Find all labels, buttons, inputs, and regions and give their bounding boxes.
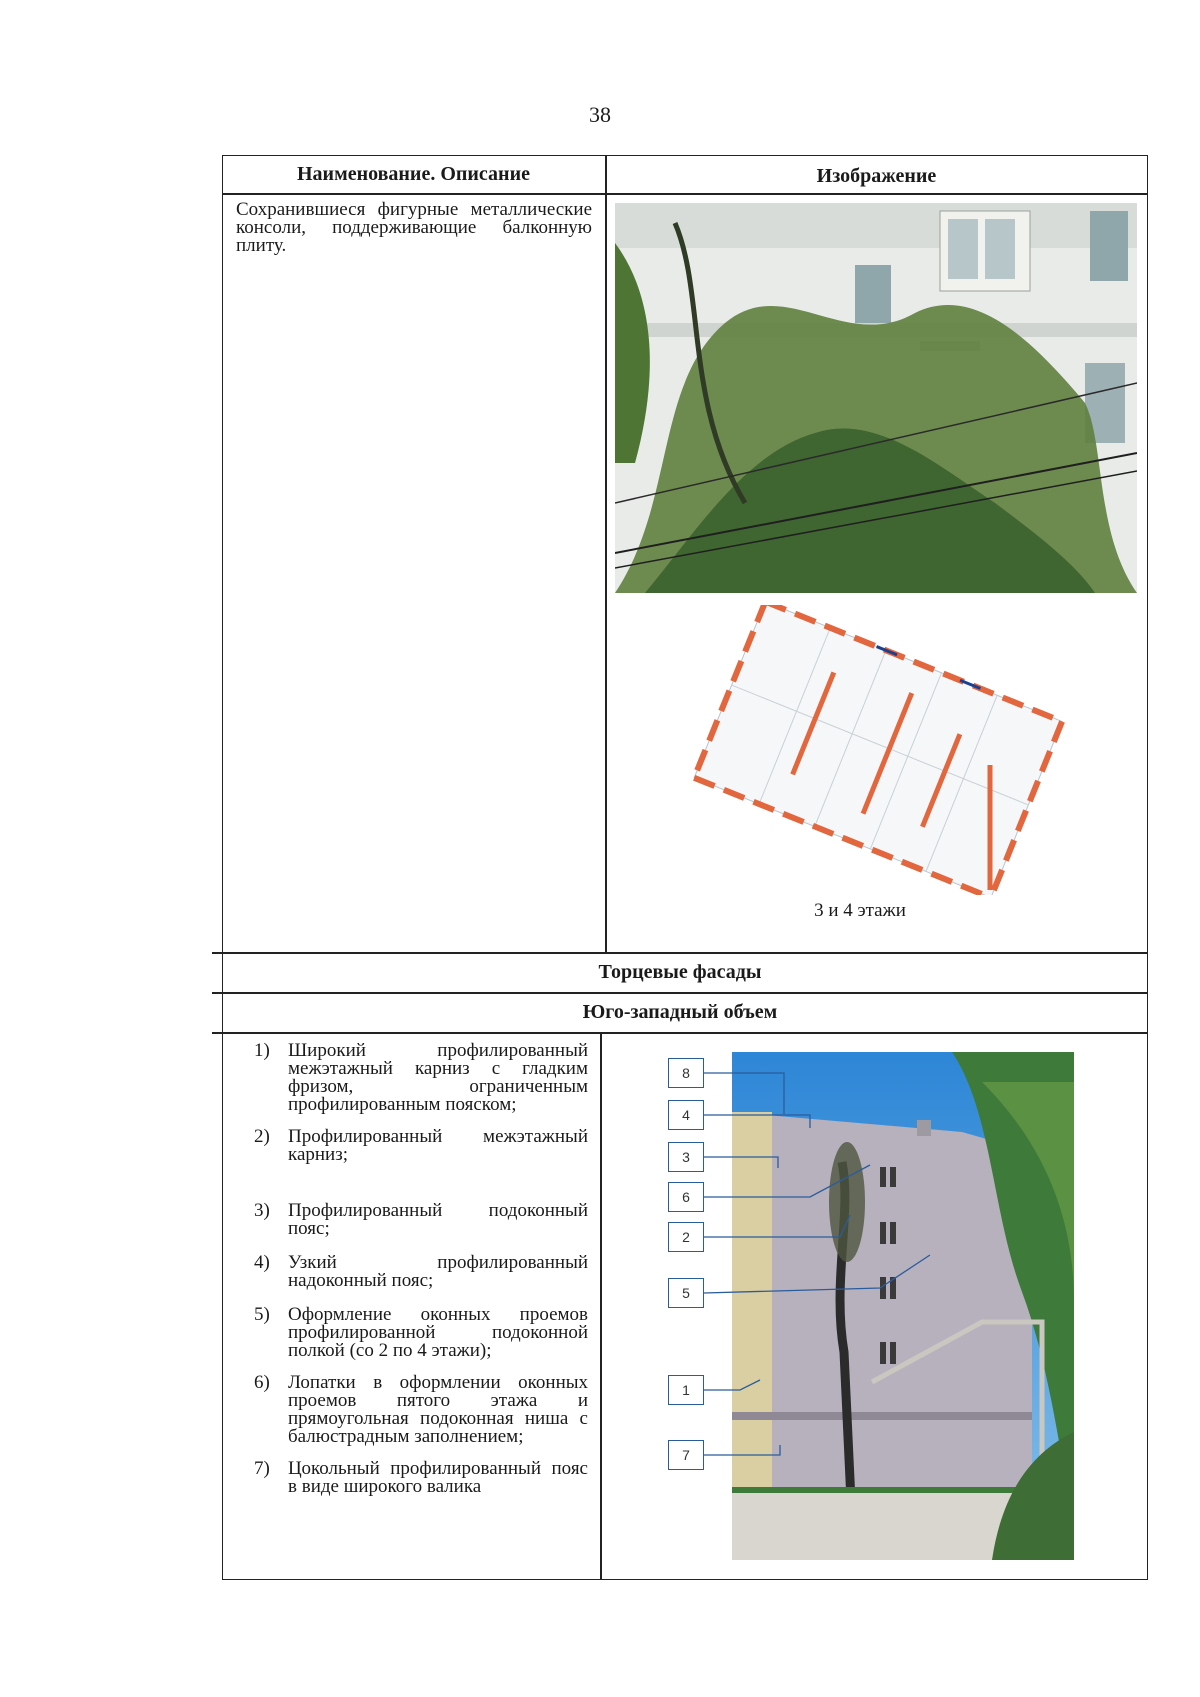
column-header-image: Изображение [816,165,937,187]
list-item-text: Лопатки в оформлении оконных проемов пятого этажа и прямоугольная подоконная ниша с балюстрадным заполнением; [288,1372,588,1447]
floor-plan-drawing [690,605,1075,895]
section-divider-mid [212,992,1148,994]
list-item [238,1374,588,1446]
header-divider [222,193,1148,195]
list-item [238,1042,588,1114]
list-item-number: 6) [254,1372,270,1393]
list-item-number: 5) [254,1304,270,1325]
list-item-number: 1) [254,1040,270,1061]
list-item-number: 7) [254,1458,270,1479]
column-divider-top [605,155,607,952]
facade-balcony-photo [615,203,1137,593]
facade-elements-list [238,1042,588,1496]
list-item-text: Цокольный профилированный пояс в виде широкого валика [288,1458,588,1497]
callout-1: 1 [668,1375,704,1405]
list-item-number: 2) [254,1126,270,1147]
list-item [238,1128,588,1164]
list-item [238,1460,588,1496]
page-number: 38 [589,102,611,127]
section-title: Торцевые фасады [598,961,762,983]
list-item-text: Узкий профилированный надоконный пояс; [288,1252,588,1291]
callout-3: 3 [668,1142,704,1172]
row1-description: Сохранившиеся фигурные металлические консоли, поддерживающие балконную плиту. [236,199,592,256]
section-divider-bottom [212,1032,1148,1034]
list-item-text: Оформление оконных проемов профилированной подоконной полкой (со 2 по 4 этажи); [288,1304,588,1361]
callout-8: 8 [668,1058,704,1088]
callout-2: 2 [668,1222,704,1252]
list-item-number: 4) [254,1252,270,1273]
list-item [238,1306,588,1360]
list-item-text: Профилированный межэтажный карниз; [288,1126,588,1165]
callout-7: 7 [668,1440,704,1470]
section-divider-top [212,952,1148,954]
list-item-text: Профилированный подоконный пояс; [288,1200,588,1239]
floor-plan-caption: 3 и 4 этажи [814,900,906,921]
column-divider-bottom [600,1032,602,1580]
callout-4: 4 [668,1100,704,1130]
list-item [238,1254,588,1290]
list-item [238,1202,588,1238]
callout-leader-lines [700,1050,1100,1570]
callout-6: 6 [668,1182,704,1212]
list-item-number: 3) [254,1200,270,1221]
subsection-title: Юго-западный объем [582,1001,778,1023]
list-item-text: Широкий профилированный межэтажный карниз с гладким фризом, ограниченным профилированным пояском; [288,1040,588,1115]
column-header-description: Наименование. Описание [297,163,530,185]
callout-5: 5 [668,1278,704,1308]
